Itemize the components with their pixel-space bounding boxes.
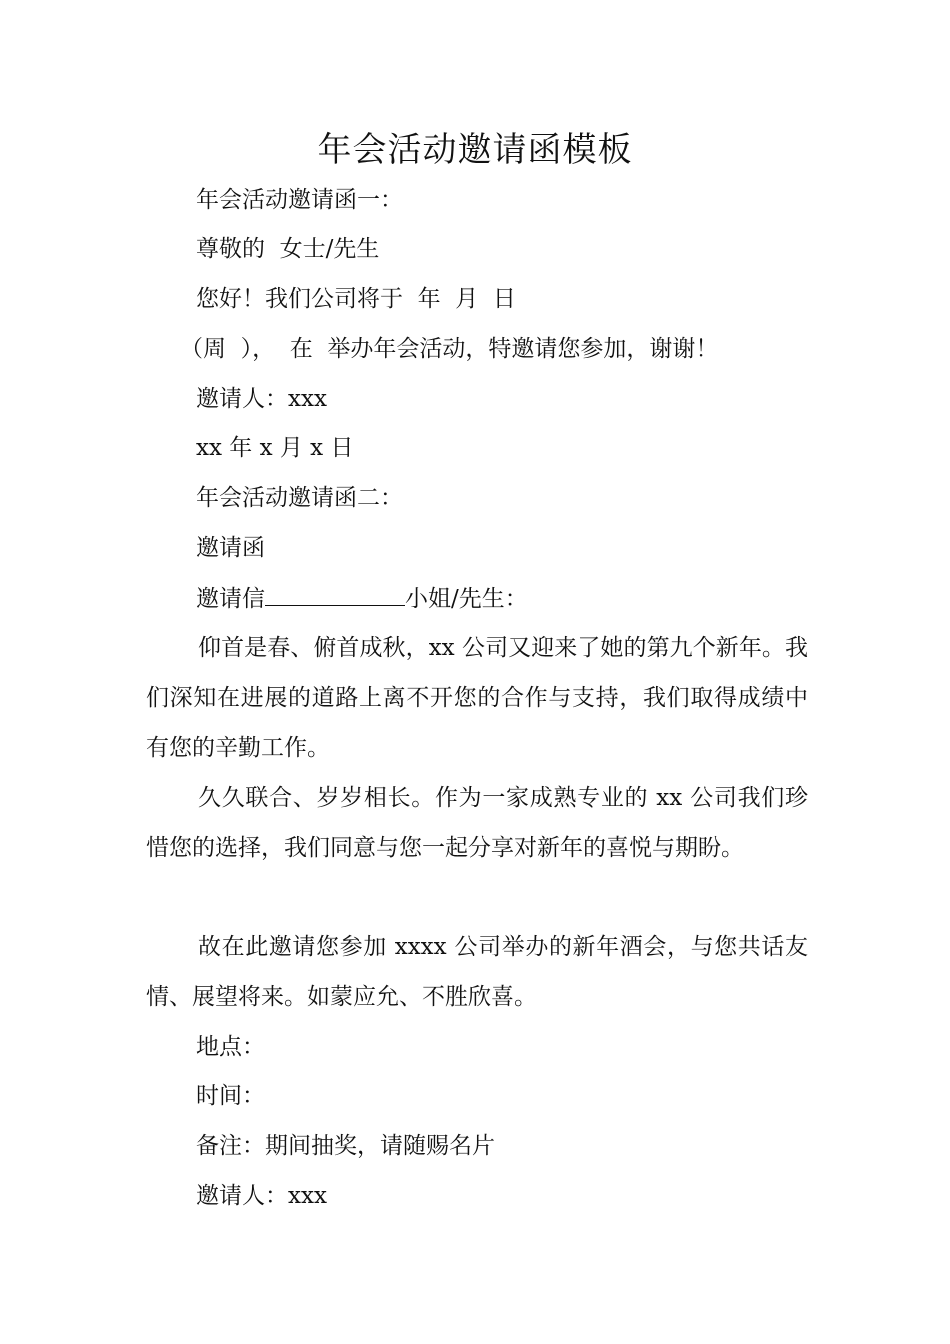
- letter1-inviter: 邀请人：xxx: [196, 386, 327, 412]
- salutation-suffix: 小姐/先生：: [405, 586, 528, 612]
- letter2-paragraph-3: 故在此邀请您参加 xxxx 公司举办的新年酒会，与您共话友情、展望将来。如蒙应允、不胜欣喜。: [146, 934, 808, 1010]
- letter2-salutation: [196, 583, 528, 614]
- letter2-note: 备注：期间抽奖，请随赐名片: [196, 1133, 495, 1159]
- letter2-paragraph-2: 久久联合、岁岁相长。作为一家成熟专业的 xx 公司我们珍惜您的选择，我们同意与您一起分享对新年的喜悦与期盼。: [146, 785, 808, 861]
- letter2-inviter: 邀请人：xxx: [196, 1183, 327, 1209]
- letter1-greeting: 您好！我们公司将于 年 月 日: [196, 286, 516, 312]
- letter2-location: 地点：: [196, 1034, 265, 1060]
- letter2-paragraph-1: 仰首是春、俯首成秋，xx 公司又迎来了她的第九个新年。我们深知在进展的道路上离不开您的合作与支持，我们取得成绩中有您的辛勤工作。: [146, 635, 808, 761]
- letter2-heading: 年会活动邀请函二：: [196, 485, 403, 511]
- letter1-date: xx 年 x 月 x 日: [196, 435, 354, 461]
- document-title: 年会活动邀请函模板: [317, 130, 633, 170]
- salutation-prefix: 邀请信: [196, 586, 265, 612]
- letter2-time: 时间：: [196, 1083, 265, 1109]
- letter1-heading: 年会活动邀请函一：: [196, 187, 403, 213]
- letter2-subtitle: 邀请函: [196, 535, 265, 561]
- name-blank-line: [265, 583, 405, 606]
- letter1-body: （周 ）， 在 举办年会活动，特邀请您参加，谢谢！: [180, 336, 719, 362]
- letter1-salutation: 尊敬的 女士/先生: [196, 236, 380, 262]
